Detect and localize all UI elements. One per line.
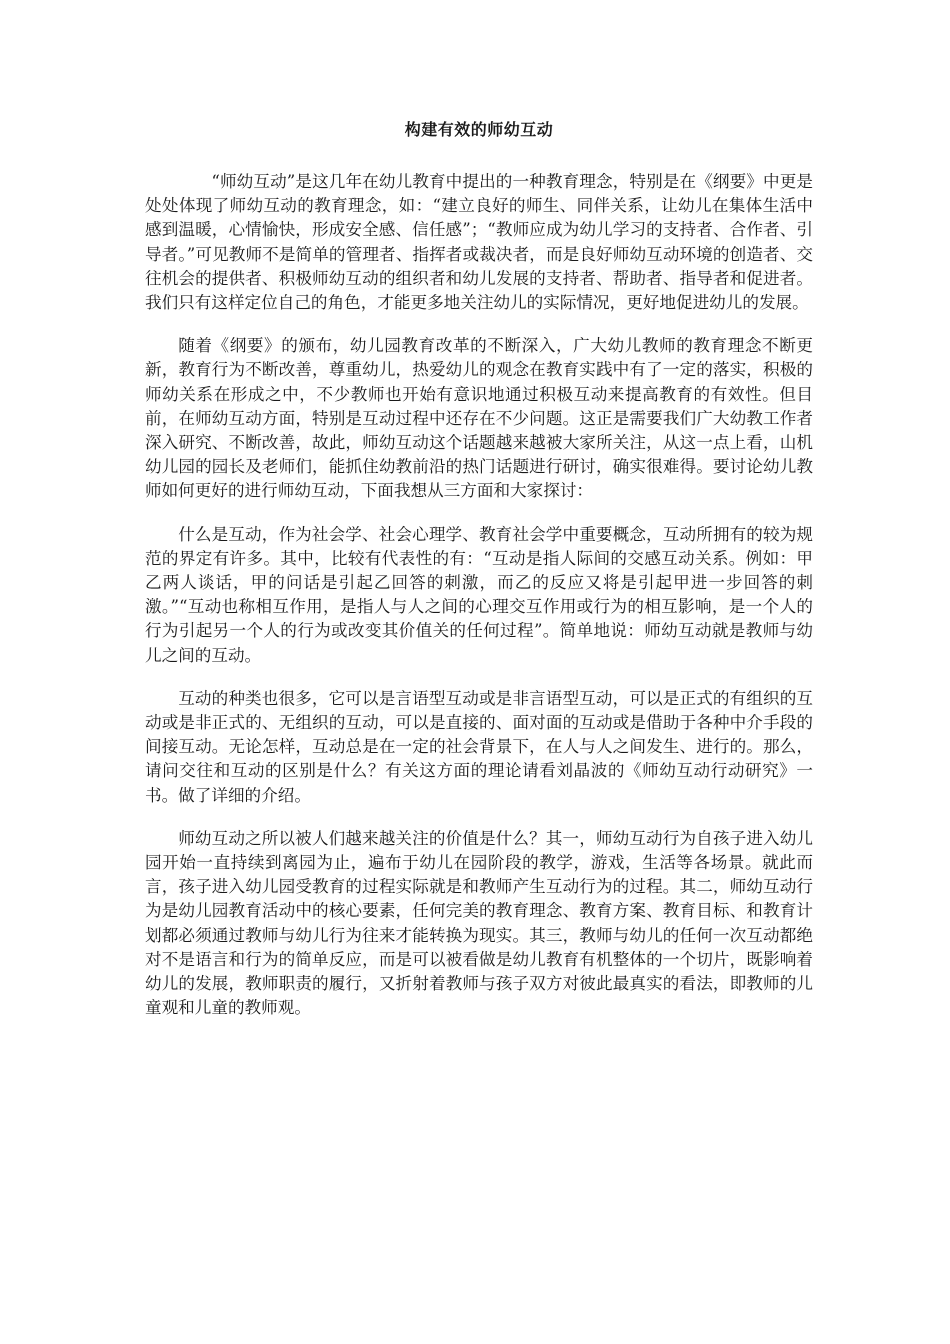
paragraph-2: 随着《纲要》的颁布，幼儿园教育改革的不断深入，广大幼儿教师的教育理念不断更新，教育行为不断改善，尊重幼儿，热爱幼儿的观念在教育实践中有了一定的落实，积极的师幼关系在形成之中，不少教师也开始有意识地通过积极互动来提高教育的有效性。但目前，在师幼互动方面，特别是互动过程中还存在不少问题。这正是需要我们广大幼教工作者深入研究、不断改善，故此，师幼互动这个话题越来越被大家所关注，从这一点上看，山机幼儿园的园长及老师们，能抓住幼教前沿的热门话题进行研讨，确实很难得。要讨论幼儿教师如何更好的进行师幼互动，下面我想从三方面和大家探讨： [145,336,813,501]
paragraph-5: 师幼互动之所以被人们越来越关注的价值是什么？其一，师幼互动行为自孩子进入幼儿园开始一直持续到离园为止，遍布于幼儿在园阶段的教学，游戏，生活等各场景。就此而言，孩子进入幼儿园受教育的过程实际就是和教师产生互动行为的过程。其二，师幼互动行为是幼儿园教育活动中的核心要素，任何完美的教育理念、教育方案、教育目标、和教育计划都必须通过教师与幼儿行为往来才能转换为现实。其三，教师与幼儿的任何一次互动都绝对不是语言和行为的简单反应，而是可以被看做是幼儿教育有机整体的一个切片，既影响着幼儿的发展，教师职责的履行，又折射着教师与孩子双方对彼此最真实的看法，即教师的儿童观和儿童的教师观。 [145,828,813,1018]
paragraph-4: 互动的种类也很多，它可以是言语型互动或是非言语型互动，可以是正式的有组织的互动或是非正式的、无组织的互动，可以是直接的、面对面的互动或是借助于各种中介手段的间接互动。无论怎样，互动总是在一定的社会背景下，在人与人之间发生、进行的。那么，请问交往和互动的区别是什么？有关这方面的理论请看刘晶波的《师幼互动行动研究》一书。做了详细的介绍。 [145,688,813,805]
document-page [145,118,813,1040]
paragraph-1: “师幼互动”是这几年在幼儿教育中提出的一种教育理念，特别是在《纲要》中更是处处体现了师幼互动的教育理念，如：“建立良好的师生、同伴关系，让幼儿在集体生活中感到温暖，心情愉快，形成安全感、信任感”；“教师应成为幼儿学习的支持者、合作者、引导者。”可见教师不是简单的管理者、指挥者或裁决者，而是良好师幼互动环境的创造者、交往机会的提供者、积极师幼互动的组织者和幼儿发展的支持者、帮助者、指导者和促进者。我们只有这样定位自己的角色，才能更多地关注幼儿的实际情况，更好地促进幼儿的发展。 [145,172,813,313]
document-title: 构建有效的师幼互动 [404,120,554,139]
paragraph-3: 什么是互动，作为社会学、社会心理学、教育社会学中重要概念，互动所拥有的较为规范的界定有许多。其中，比较有代表性的有：“互动是指人际间的交感互动关系。例如：甲乙两人谈话，甲的问话是引起乙回答的刺激，而乙的反应又将是引起甲进一步回答的刺激。”“互动也称相互作用，是指人与人之间的心理交互作用或行为的相互影响，是一个人的行为引起另一个人的行为或改变其价值关的任何过程”。简单地说：师幼互动就是教师与幼儿之间的互动。 [145,524,813,665]
